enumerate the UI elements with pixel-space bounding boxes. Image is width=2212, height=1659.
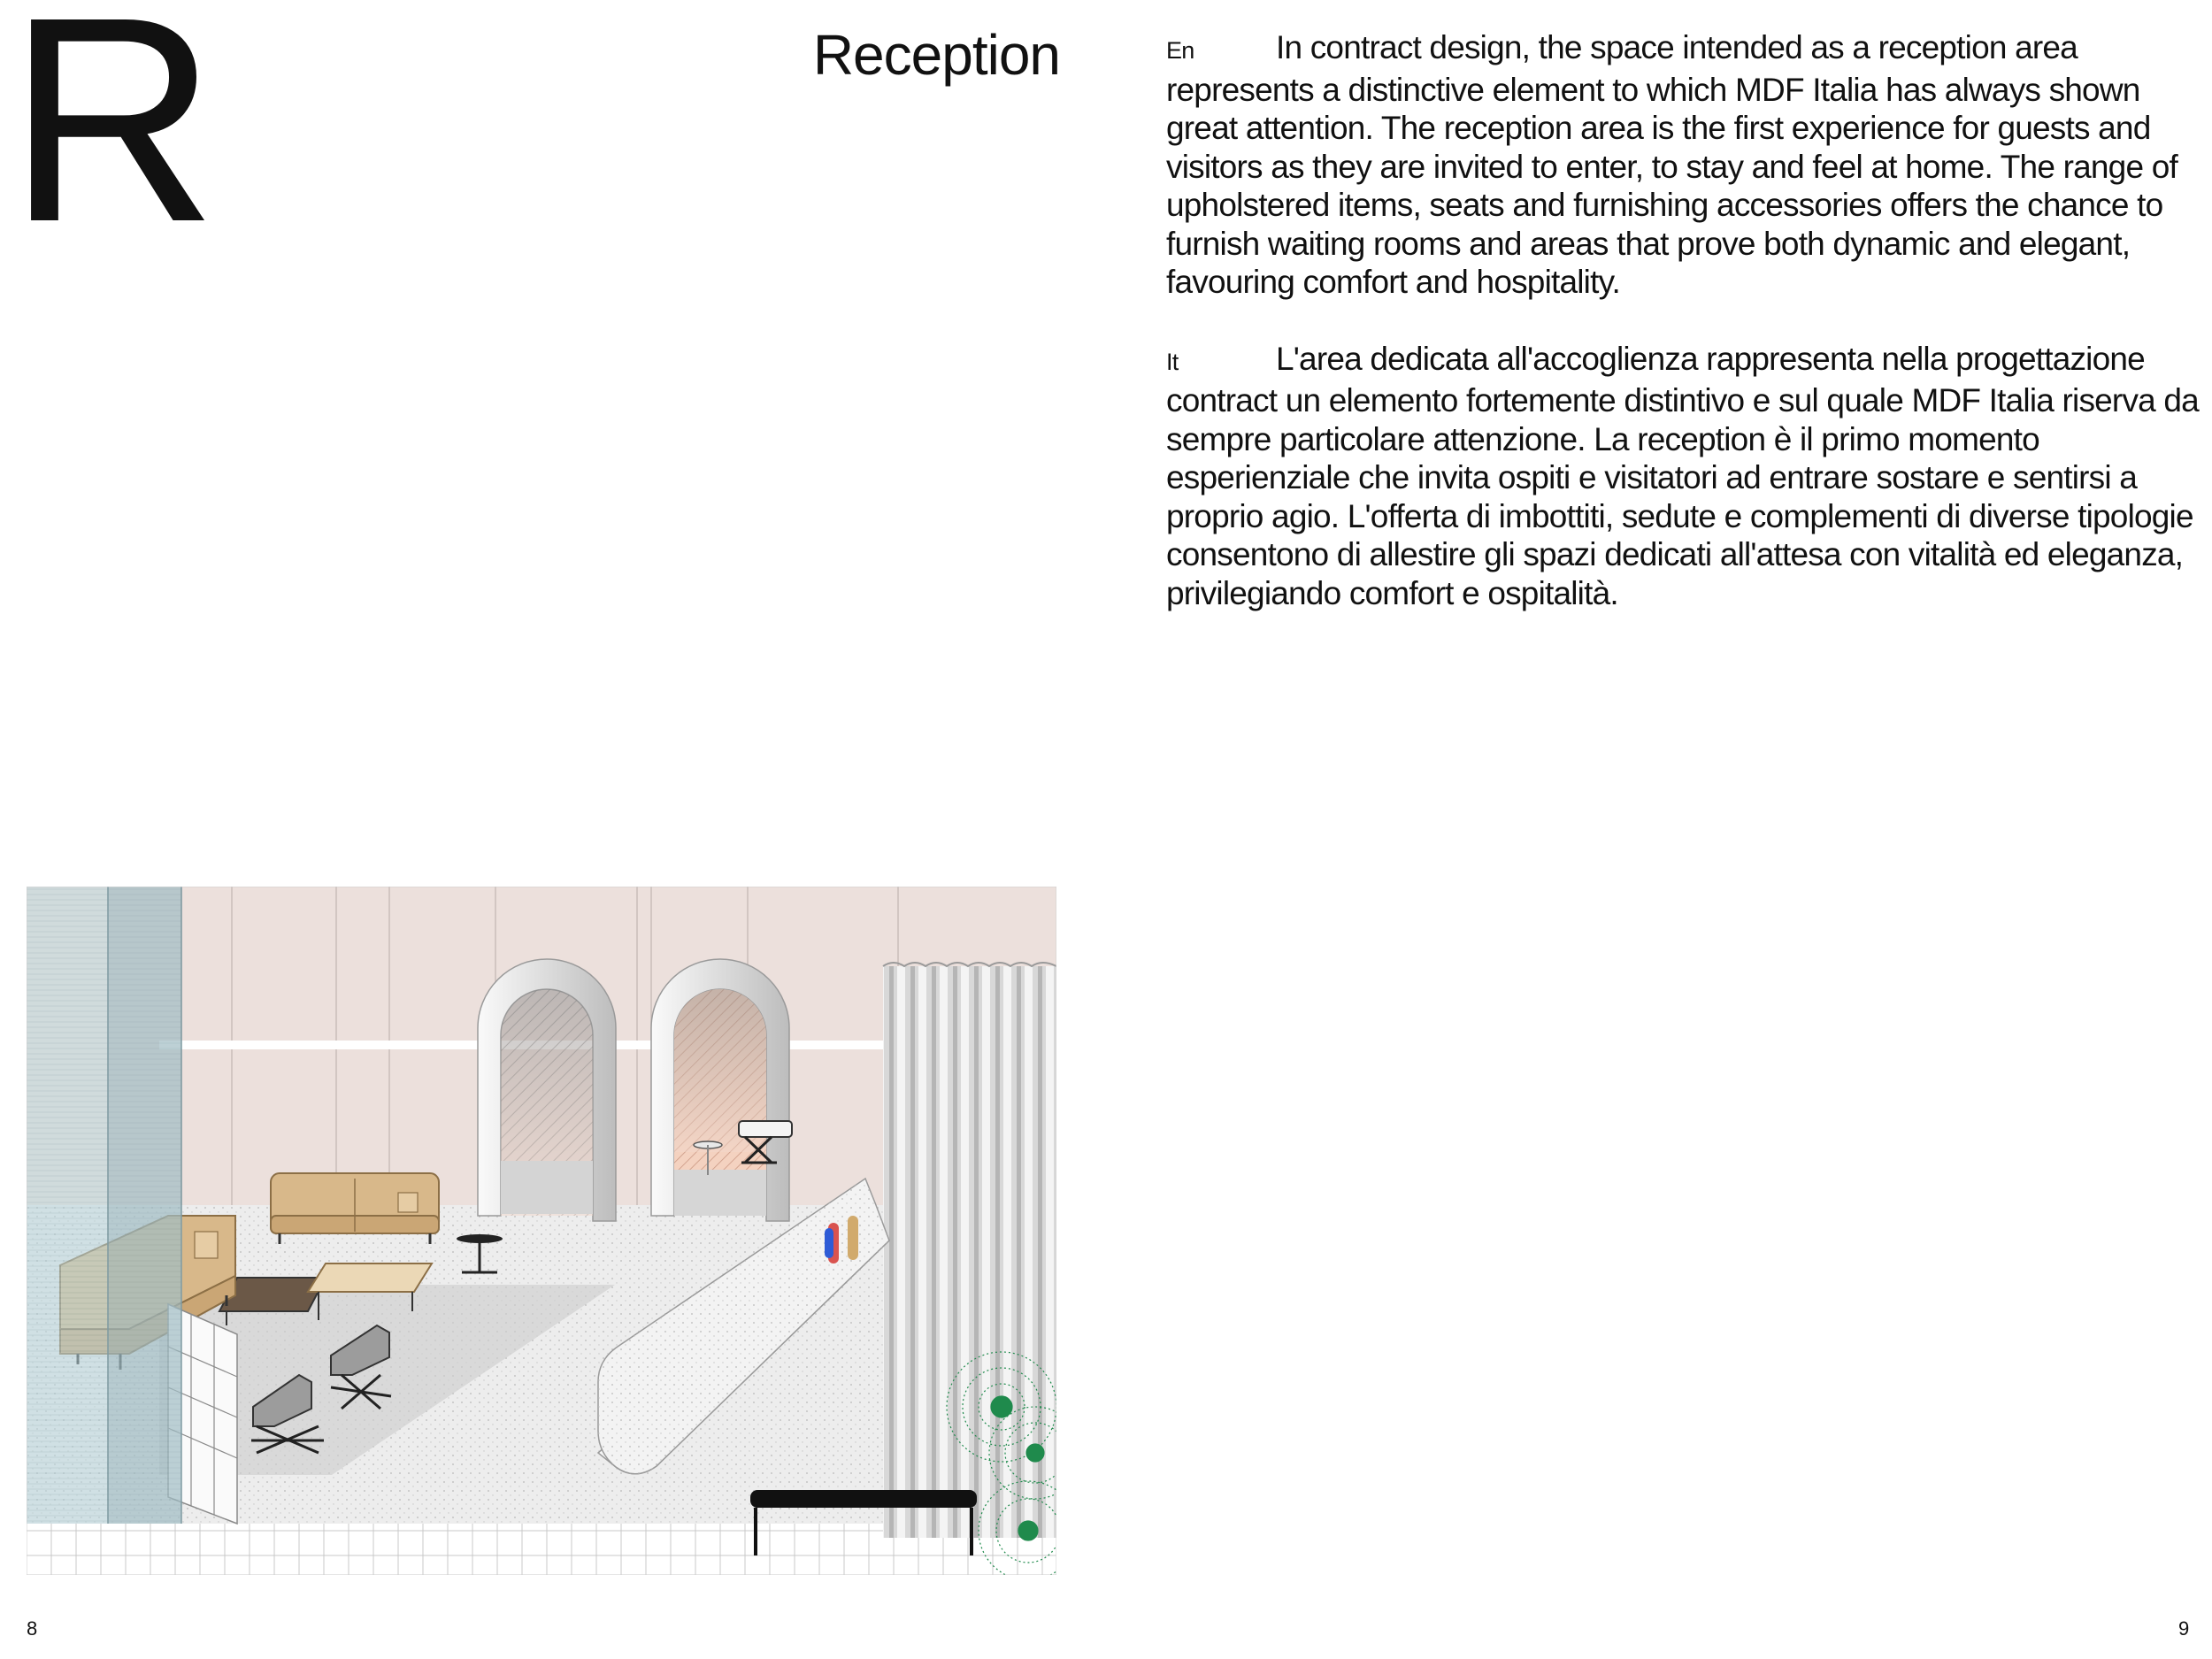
arch-left xyxy=(478,959,616,1221)
reception-illustration xyxy=(27,887,1056,1575)
page-number-right: 9 xyxy=(2178,1617,2190,1640)
sofa-back xyxy=(271,1173,439,1244)
language-tag-en: En xyxy=(1166,37,1194,64)
language-tag-it: It xyxy=(1166,348,1179,375)
paragraph-text-it: L'area dedicata all'accoglienza rappresenta nella progettazione contract un elemento fortemente distintivo e sul quale MDF Italia riserva da sempre particolare attenzione. La reception è il primo momento esperienziale che invita ospiti e visitatori ad entrare sostare e sentirsi a proprio agio. L'offerta di imbottiti, sedute e complementi di diverse tipologie consentono di allestire gli spazi dedicati all'attesa con vitalità ed eleganza, privilegiando comfort e ospitalità. xyxy=(1166,340,2199,611)
paragraph-text-en: In contract design, the space intended as a reception area represents a distinctive element to which MDF Italia has always shown great attention. The reception area is the first experience for guests and visitors as they are invited to enter, to stay and feel at home. The range of upholstered items, seats and furnishing accessories offers the chance to furnish waiting rooms and areas that prove both dynamic and elegant, favouring comfort and hospitality. xyxy=(1166,29,2177,300)
paragraph-english xyxy=(1166,28,2203,302)
section-title: Reception xyxy=(812,23,1060,87)
page-number-left: 8 xyxy=(27,1617,38,1640)
paragraph-italian xyxy=(1166,340,2203,613)
arch-right xyxy=(651,959,792,1221)
body-text xyxy=(1166,28,2203,612)
section-initial: R xyxy=(7,0,213,282)
